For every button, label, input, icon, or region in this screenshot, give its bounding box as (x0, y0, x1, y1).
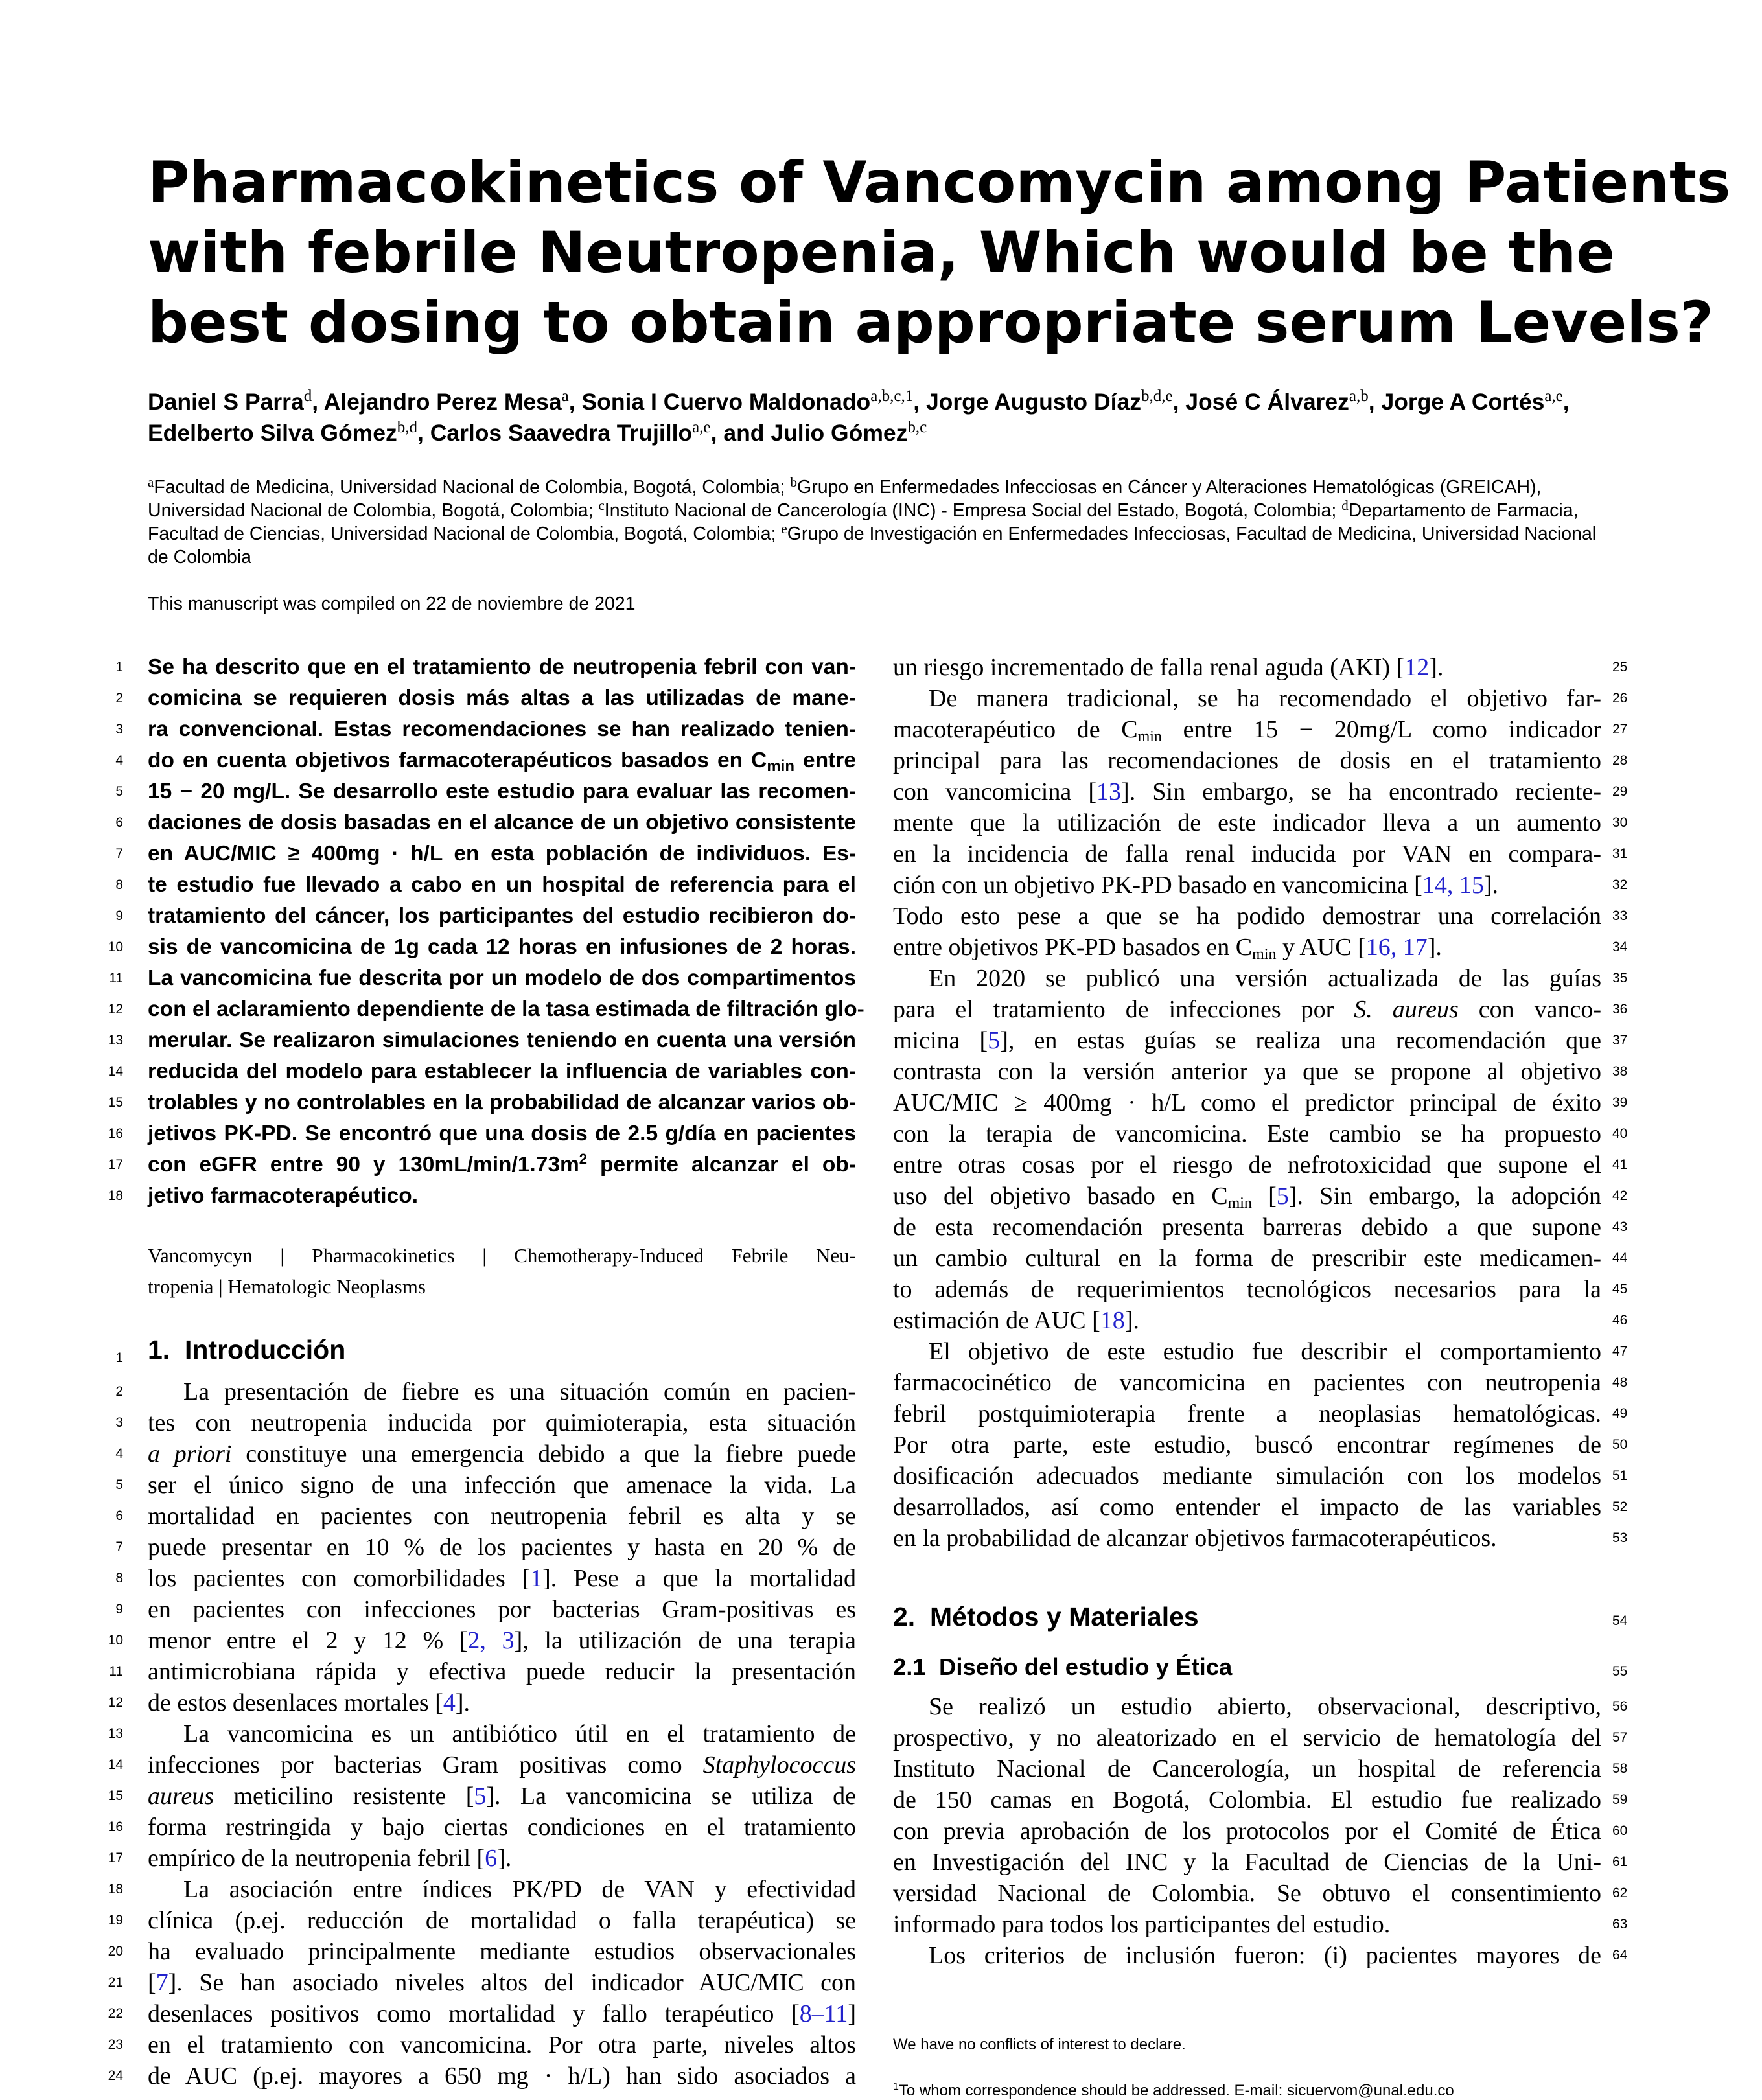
line-number: 31 (1612, 846, 1628, 861)
correspondence-text: To whom correspondence should be addressed. E-mail: sicuervom@unal.edu.co (898, 2082, 1454, 2099)
line-number: 28 (1612, 753, 1628, 768)
affiliation-text: Grupo de Investigación en Enfermedades Infecciosas, Facultad de Medicina, Universidad Nacional de Colombia (148, 524, 1597, 568)
section-number: 1. (148, 1335, 170, 1365)
text-line: Se realizó un estudio abierto, observacional, descriptivo, (929, 1693, 1601, 1720)
line-number: 9 (115, 908, 123, 923)
author-name: Edelberto Silva Gómez (148, 420, 397, 446)
text-line: entre objetivos PK-PD basados en $C_{min}$ y AUC [16, 17]. (893, 934, 1442, 963)
line-number: 62 (1612, 1886, 1628, 1900)
line-number: 49 (1612, 1406, 1628, 1421)
line-number: 54 (1612, 1613, 1628, 1628)
affiliations (148, 476, 1619, 569)
line-number: 18 (108, 1882, 123, 1897)
line-number: 23 (108, 2037, 123, 2052)
text-line: en el tratamiento con vancomicina. Por otra parte, niveles altos (148, 2031, 856, 2059)
text-line: con la terapia de vancomicina. Este cambio se ha propuesto (893, 1120, 1601, 1148)
text-line: desenlaces positivos como mortalidad y fallo terapéutico [8–11] (148, 2000, 856, 2027)
text-line: Se ha descrito que en el tratamiento de neutropenia febril con van- (148, 655, 856, 679)
section-title: Introducción (185, 1335, 346, 1365)
text-line: te estudio fue llevado a cabo en un hospital de referencia para el (148, 873, 856, 897)
line-number: 16 (108, 1819, 123, 1834)
text-line: con previa aprobación de los protocolos por el Comité de Ética (893, 1817, 1601, 1845)
affiliation-text: Grupo en Enfermedades Infecciosas en Cáncer y Alteraciones Hematológicas (GREICAH), Universidad Nacional de Colombia, Bogotá, Colombia; (148, 477, 1542, 521)
text-line: mortalidad en pacientes con neutropenia febril es alta y se (148, 1503, 856, 1530)
line-number: 1 (115, 660, 123, 675)
line-number: 1 (115, 1350, 123, 1365)
line-number: 13 (108, 1033, 123, 1048)
line-number: 11 (109, 971, 123, 986)
author-name: Daniel S Parra (148, 389, 304, 415)
line-number: 16 (108, 1126, 123, 1141)
line-number: 10 (108, 1633, 123, 1648)
text-line: principal para las recomendaciones de dosis en el tratamiento (893, 747, 1601, 774)
author-name: Julio Gómez (771, 420, 908, 446)
line-number: 3 (115, 722, 123, 737)
text-line: La vancomicina es un antibiótico útil en el tratamiento de (183, 1720, 856, 1748)
text-line: La presentación de fiebre es una situación común en pacien- (183, 1378, 856, 1405)
line-number: 57 (1612, 1730, 1628, 1745)
line-number: 29 (1612, 784, 1628, 799)
line-number: 21 (108, 1975, 123, 1990)
line-number: 15 (108, 1788, 123, 1803)
text-line: El objetivo de este estudio fue describir el comportamiento (929, 1338, 1601, 1365)
line-number: 7 (115, 846, 123, 861)
author-name: Jorge Augusto Díaz (925, 389, 1141, 415)
affiliation-text: Departamento de Farmacia, Facultad de Ciencias, Universidad Nacional de Colombia, Bogotá, Colombia; (148, 500, 1579, 544)
line-number: 38 (1612, 1064, 1628, 1079)
text-line: macoterapéutico de $C_{min}$ entre 15 − 20mg/L como indicador (893, 716, 1602, 745)
line-number: 24 (108, 2068, 123, 2083)
author-affiliation-mark: a,e (1544, 387, 1563, 405)
section-title: Métodos y Materiales (930, 1602, 1199, 1632)
keywords-line: tropenia | Hematologic Neoplasms (148, 1275, 426, 1298)
line-number: 52 (1612, 1499, 1628, 1514)
author-affiliation-mark: b,c (907, 419, 927, 436)
line-number: 51 (1612, 1468, 1628, 1483)
keywords-line: Vancomycyn | Pharmacokinetics | Chemotherapy-Induced Febrile Neu- (148, 1244, 856, 1267)
text-line: un cambio cultural en la forma de prescribir este medicamen- (893, 1245, 1601, 1272)
line-number: 11 (109, 1664, 123, 1679)
line-number: 4 (115, 1446, 123, 1461)
paper-title (148, 148, 1731, 358)
line-number: 35 (1612, 971, 1628, 986)
author-name: Alejandro Perez Mesa (323, 389, 562, 415)
title-line: with febrile Neutropenia, Which would be the (148, 219, 1615, 286)
text-line: a priori constituye una emergencia debido a que la fiebre puede (148, 1440, 856, 1468)
text-line: dosificación adecuados mediante simulación con los modelos (893, 1462, 1601, 1490)
affiliation-key: e (781, 521, 787, 537)
keywords (148, 1240, 856, 1302)
line-number: 19 (108, 1913, 123, 1928)
section-heading-metodos (893, 1602, 1199, 1632)
subsection-title: Diseño del estudio y Ética (939, 1654, 1233, 1680)
text-line: antimicrobiana rápida y efectiva puede reducir la presentación (148, 1658, 856, 1685)
line-number: 34 (1612, 940, 1628, 954)
line-number: 48 (1612, 1375, 1628, 1390)
line-number: 59 (1612, 1792, 1628, 1807)
author-affiliation-mark: b,d,e (1141, 387, 1173, 405)
text-line: aureus meticilino resistente [5]. La vancomicina se utiliza de (148, 1783, 856, 1810)
line-number: 6 (115, 1508, 123, 1523)
affiliation-key: b (790, 474, 798, 490)
line-number: 32 (1612, 877, 1628, 892)
subsection-number: 2.1 (893, 1654, 926, 1680)
text-line: jetivos PK-PD. Se encontró que una dosis de 2.5 g/día en pacientes (148, 1122, 856, 1146)
text-line: sis de vancomicina de 1g cada 12 horas en infusiones de 2 horas. (148, 935, 856, 959)
text-line: informado para todos los participantes del estudio. (893, 1911, 1391, 1938)
text-line: [7]. Se han asociado niveles altos del indicador AUC/MIC con (148, 1969, 856, 1996)
text-line: merular. Se realizaron simulaciones teniendo en cuenta una versión (148, 1028, 856, 1052)
text-line: Todo esto pese a que se ha podido demostrar una correlación (893, 903, 1601, 930)
text-line: de 150 camas en Bogotá, Colombia. El estudio fue realizado (893, 1786, 1601, 1814)
line-number: 2 (115, 691, 123, 706)
text-line: reducida del modelo para establecer la influencia de variables con- (148, 1059, 856, 1083)
line-number: 13 (108, 1726, 123, 1741)
line-number: 6 (115, 815, 123, 830)
line-number: 45 (1612, 1282, 1628, 1297)
author-affiliation-mark: a,b,c,1 (870, 387, 914, 405)
author-affiliation-mark: a,e (692, 419, 711, 436)
text-line: de AUC (p.ej. mayores a 650 mg · h/L) han sido asociados a (148, 2062, 856, 2090)
text-line: AUC/MIC ≥ 400mg · h/L como el predictor principal de éxito (893, 1089, 1601, 1116)
line-number: 58 (1612, 1761, 1628, 1776)
line-number: 15 (108, 1095, 123, 1110)
author-name: Carlos Saavedra Trujillo (430, 420, 693, 446)
text-line: de estos desenlaces mortales [4]. (148, 1689, 470, 1716)
text-line: desarrollados, así como entender el impacto de las variables (893, 1494, 1601, 1521)
text-line: entre otras cosas por el riesgo de nefrotoxicidad que supone el (893, 1151, 1601, 1179)
author-affiliation-mark: b,d (397, 419, 417, 436)
line-number: 8 (115, 1571, 123, 1586)
line-number: 12 (108, 1002, 123, 1017)
line-number: 10 (108, 940, 123, 954)
text-line: clínica (p.ej. reducción de mortalidad o falla terapéutica) se (148, 1907, 856, 1934)
affiliation-key: d (1341, 498, 1349, 513)
line-number: 14 (108, 1064, 123, 1079)
line-number: 14 (108, 1757, 123, 1772)
author-name: Jorge A Cortés (1381, 389, 1545, 415)
text-line: La asociación entre índices PK/PD de VAN y efectividad (183, 1876, 856, 1903)
line-number: 55 (1612, 1664, 1628, 1679)
line-number: 26 (1612, 691, 1628, 706)
text-line: 15 − 20 mg/L. Se desarrollo este estudio para evaluar las recomen- (148, 779, 856, 803)
author-affiliation-mark: d (303, 387, 312, 405)
line-number: 20 (108, 1944, 123, 1959)
author-affiliation-mark: a (561, 387, 569, 405)
author-list: Daniel S Parra$^d$, Alejandro Perez Mesa$^a$, Sonia I Cuervo Maldonado$^{a,b,c,1}$, Jorge Augusto Díaz$^{b,d,e}$, José C Álvarez$^{a,b}$, Jorge A Cortés$^{a,e}$, Edelberto Silva Gómez$^{b,d}$, Carlos Saavedra Trujillo$^{a,e}$, and Julio Gómez$^{b,c}$ (148, 387, 1570, 446)
affiliation-text: Instituto Nacional de Cancerología (INC) - Empresa Social del Estado, Bogotá, Colombia; (604, 500, 1337, 521)
line-number: 44 (1612, 1251, 1628, 1265)
compiled-date: This manuscript was compiled on 22 de noviembre de 2021 (148, 594, 636, 614)
line-number: 30 (1612, 815, 1628, 830)
line-number: 40 (1612, 1126, 1628, 1141)
line-number: 63 (1612, 1917, 1628, 1932)
line-number: 64 (1612, 1948, 1628, 1963)
text-line: Por otra parte, este estudio, buscó encontrar regímenes de (893, 1431, 1601, 1459)
text-line: con eGFR entre 90 y $130mL/\min/1.73m^2$ permite alcanzar el ob- (148, 1151, 856, 1177)
line-number: 7 (115, 1540, 123, 1554)
text-line: ser el único signo de una infección que amenace la vida. La (148, 1471, 856, 1499)
line-number: 60 (1612, 1823, 1628, 1838)
text-line: jetivo farmacoterapéutico. (148, 1184, 419, 1208)
line-number: 27 (1612, 722, 1628, 737)
text-line: tes con neutropenia inducida por quimioterapia, esta situación (148, 1409, 856, 1437)
line-number: 4 (115, 753, 123, 768)
text-line: ha evaluado principalmente mediante estudios observacionales (148, 1938, 856, 1965)
text-line: puede presentar en 10 % de los pacientes y hasta en 20 % de (148, 1534, 856, 1561)
text-line: trolables y no controlables en la probabilidad de alcanzar varios ob- (148, 1090, 856, 1114)
line-number: 2 (115, 1384, 123, 1399)
line-number: 36 (1612, 1002, 1628, 1017)
text-line: un riesgo incrementado de falla renal aguda (AKI) [12]. (893, 654, 1444, 681)
text-line: empírico de la neutropenia febril [6]. (148, 1845, 512, 1872)
subsection-heading-diseno (893, 1654, 1232, 1681)
text-line: comicina se requieren dosis más altas a las utilizadas de mane- (148, 686, 856, 710)
line-number: 39 (1612, 1095, 1628, 1110)
line-number: 37 (1612, 1033, 1628, 1048)
text-line: estimación de AUC [18]. (893, 1307, 1139, 1334)
text-line: en pacientes con infecciones por bacterias Gram-positivas es (148, 1596, 856, 1623)
line-number: 9 (115, 1602, 123, 1617)
text-line: en AUC/MIC ≥ 400mg · h/L en esta población de individuos. Es- (148, 842, 856, 866)
line-number: 17 (108, 1851, 123, 1865)
text-line: do en cuenta objetivos farmacoterapéuticos basados en $C_{min}$ entre (148, 748, 856, 775)
text-line: mente que la utilización de este indicador lleva a un aumento (893, 809, 1601, 837)
footnote-mark: 1 (893, 2081, 899, 2092)
text-line: De manera tradicional, se ha recomendado el objetivo far- (929, 685, 1601, 712)
line-number: 43 (1612, 1219, 1628, 1234)
text-line: de esta recomendación presenta barreras debido a que supone (893, 1214, 1601, 1241)
line-number: 18 (108, 1188, 123, 1203)
section-number: 2. (893, 1602, 916, 1632)
line-number: 5 (115, 1477, 123, 1492)
line-number: 17 (108, 1157, 123, 1172)
text-line: En 2020 se publicó una versión actualizada de las guías (929, 965, 1601, 992)
line-number: 3 (115, 1415, 123, 1430)
text-line: versidad Nacional de Colombia. Se obtuvo el consentimiento (893, 1880, 1601, 1907)
correspondence-note (893, 2081, 1454, 2100)
text-line: daciones de dosis basadas en el alcance de un objetivo consistente (148, 811, 856, 835)
line-number: 25 (1612, 660, 1628, 675)
line-number: 41 (1612, 1157, 1628, 1172)
line-number: 46 (1612, 1313, 1628, 1328)
text-line: to además de requerimientos tecnológicos necesarios para la (893, 1276, 1601, 1303)
line-number: 12 (108, 1695, 123, 1710)
text-line: prospectivo, y no aleatorizado en el servicio de hematología del (893, 1724, 1601, 1751)
text-line: forma restringida y bajo ciertas condiciones en el tratamiento (148, 1814, 856, 1841)
line-number: 47 (1612, 1344, 1628, 1359)
text-line: uso del objetivo basado en $C_{min}$ [5]. Sin embargo, la adopción (893, 1183, 1601, 1212)
text-line: Instituto Nacional de Cancerología, un hospital de referencia (893, 1755, 1601, 1783)
text-line: contrasta con la versión anterior ya que se propone al objetivo (893, 1058, 1601, 1085)
conflicts-note: We have no conflicts of interest to declare. (893, 2036, 1186, 2053)
text-line: tratamiento del cáncer, los participantes del estudio recibieron do- (148, 904, 856, 928)
line-number: 56 (1612, 1699, 1628, 1714)
text-line: ción con un objetivo PK-PD basado en vancomicina [14, 15]. (893, 871, 1498, 899)
line-number: 50 (1612, 1437, 1628, 1452)
text-line: Los criterios de inclusión fueron: (i) pacientes mayores de (929, 1942, 1601, 1969)
title-line: best dosing to obtain appropriate serum Levels? (148, 289, 1713, 356)
line-number: 53 (1612, 1530, 1628, 1545)
text-line: para el tratamiento de infecciones por S. aureus con vanco- (893, 996, 1601, 1023)
text-line: ra convencional. Estas recomendaciones se han realizado tenien- (148, 717, 856, 741)
text-line: los pacientes con comorbilidades [1]. Pese a que la mortalidad (148, 1565, 856, 1592)
title-line: Pharmacokinetics of Vancomycin among Patients (148, 149, 1731, 216)
author-affiliation-mark: a,b (1349, 387, 1369, 405)
text-line: con el aclaramiento dependiente de la tasa estimada de filtración glo- (148, 997, 864, 1021)
line-number: 22 (108, 2006, 123, 2021)
text-line: en la incidencia de falla renal inducida por VAN en compara- (893, 840, 1601, 868)
line-number: 42 (1612, 1188, 1628, 1203)
line-number: 8 (115, 877, 123, 892)
text-line: febril postquimioterapia frente a neoplasias hematológicas. (893, 1400, 1601, 1427)
line-number: 33 (1612, 908, 1628, 923)
author-name: Sonia I Cuervo Maldonado (581, 389, 871, 415)
line-number: 61 (1612, 1854, 1628, 1869)
text-line: La vancomicina fue descrita por un modelo de dos compartimentos (148, 966, 856, 990)
text-line: menor entre el 2 y 12 % [2, 3], la utilización de una terapia (148, 1627, 856, 1654)
text-line: infecciones por bacterias Gram positivas como Staphylococcus (148, 1751, 856, 1779)
affiliation-text: Facultad de Medicina, Universidad Nacional de Colombia, Bogotá, Colombia; (154, 477, 785, 498)
author-name: José C Álvarez (1185, 389, 1349, 415)
text-line: micina [5], en estas guías se realiza una recomendación que (893, 1027, 1601, 1054)
text-line: farmacocinético de vancomicina en pacientes con neutropenia (893, 1369, 1601, 1396)
line-number: 5 (115, 784, 123, 799)
affiliation-key: a (148, 474, 154, 490)
text-line: en la probabilidad de alcanzar objetivos farmacoterapéuticos. (893, 1525, 1497, 1552)
section-heading-introduccion (148, 1335, 345, 1365)
text-line: en Investigación del INC y la Facultad de Ciencias de la Uni- (893, 1849, 1601, 1876)
text-line: con vancomicina [13]. Sin embargo, se ha encontrado reciente- (893, 778, 1601, 805)
affiliation-key: c (598, 498, 605, 513)
